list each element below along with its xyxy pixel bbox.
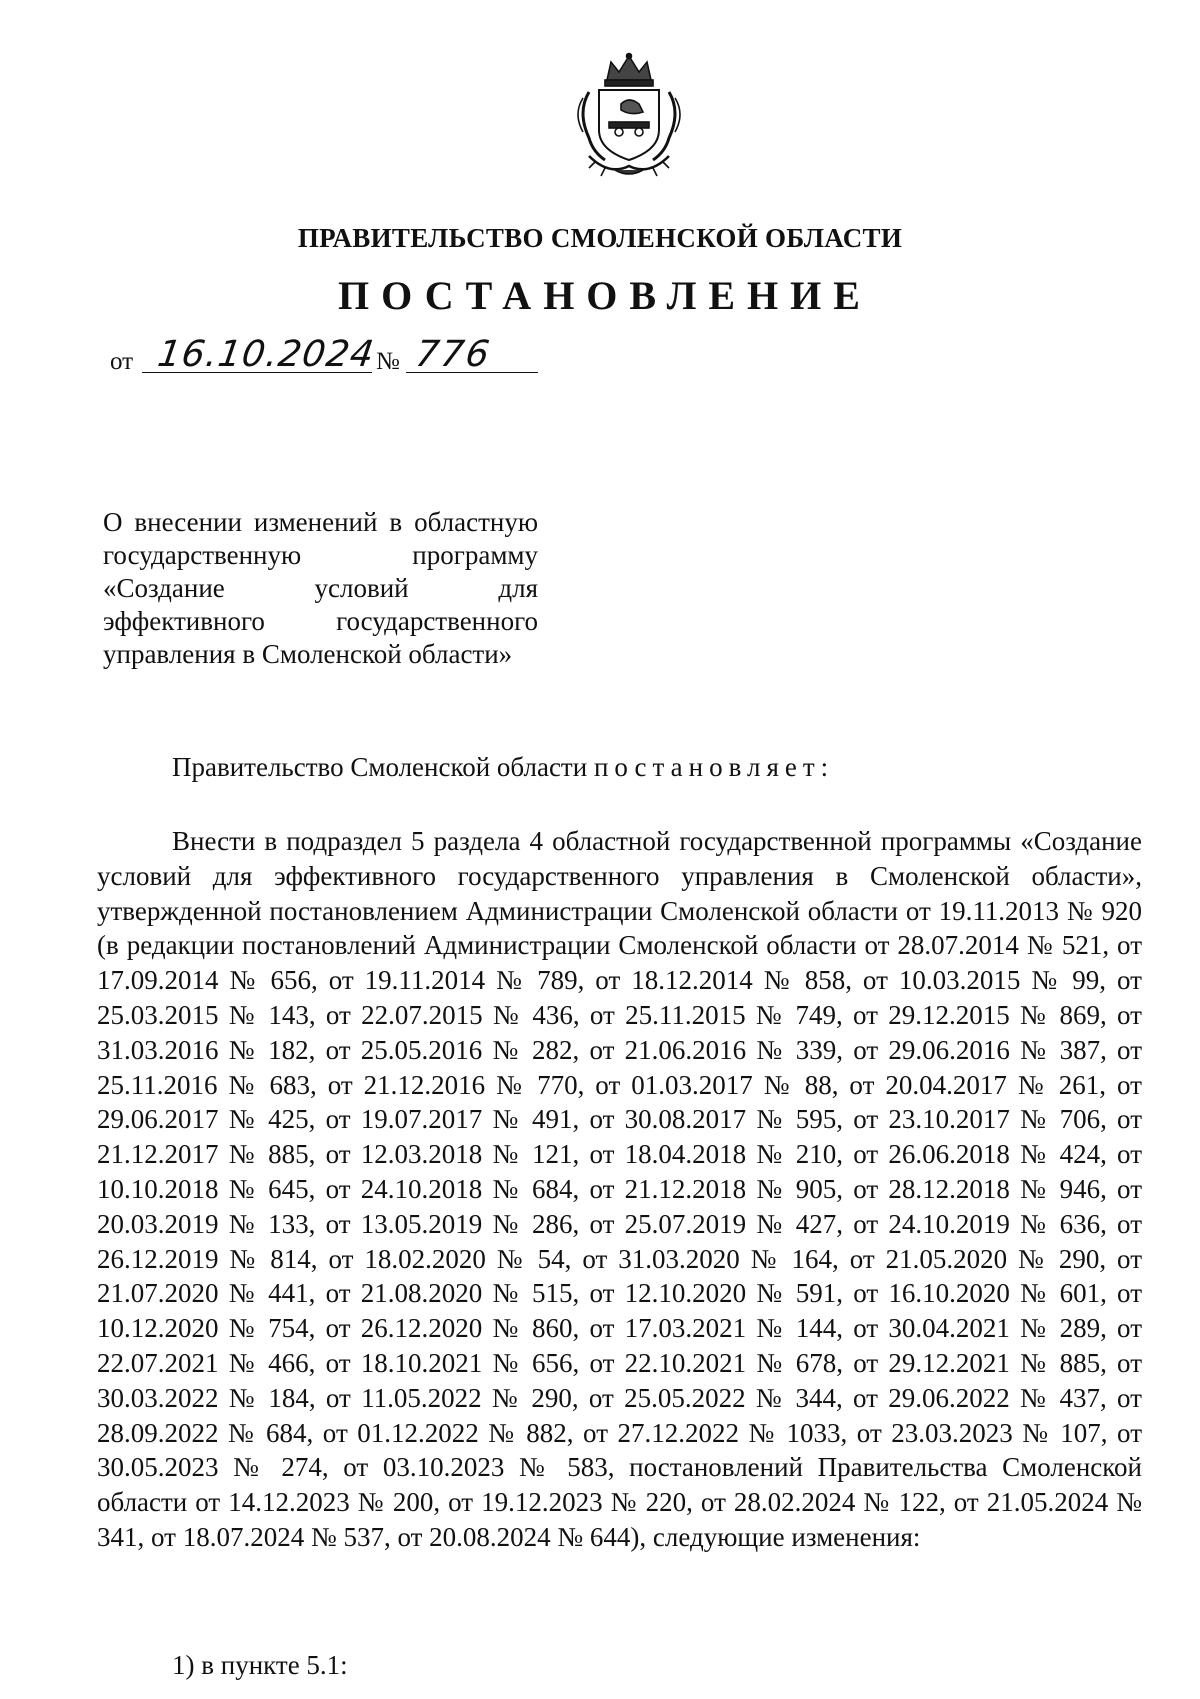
date-prefix: от bbox=[110, 348, 134, 375]
date-number-line bbox=[110, 336, 550, 380]
handwritten-number: 776 bbox=[413, 334, 494, 375]
list-item-1: 1) в пункте 5.1: bbox=[172, 1650, 348, 1680]
preamble bbox=[172, 752, 834, 783]
document-subject: О внесении изменений в областную государственную программу «Создание условий для эффективного государственного управления в Смоленской области» bbox=[103, 507, 538, 669]
resolution-body: Внести в подраздел 5 раздела 4 областной государственной программы «Создание условий для эффективного государственного управления в Смоленской области», утвержденной постановлением Администрации Смоленской области от 19.11.2013 № 920 (в редакции постановлений Администрации Смоленской области от 28.07.2014 № 521, от 17.09.2014 № 656, от 19.11.2014 № 789, от 18.12.2014 № 858, от 10.03.2015 № 99, от 25.03.2015 № 143, от 22.07.2015 № 436, от 25.11.2015 № 749, от 29.12.2015 № 869, от 31.03.2016 № 182, от 25.05.2016 № 282, от 21.06.2016 № 339, от 29.06.2016 № 387, от 25.11.2016 № 683, от 21.12.2016 № 770, от 01.03.2017 № 88, от 20.04.2017 № 261, от 29.06.2017 № 425, от 19.07.2017 № 491, от 30.08.2017 № 595, от 23.10.2017 № 706, от 21.12.2017 № 885, от 12.03.2018 № 121, от 18.04.2018 № 210, от 26.06.2018 № 424, от 10.10.2018 № 645, от 24.10.2018 № 684, от 21.12.2018 № 905, от 28.12.2018 № 946, от 20.03.2019 № 133, от 13.05.2019 № 286, от 25.07.2019 № 427, от 24.10.2019 № 636, от 26.12.2019 № 814, от 18.02.2020 № 54, от 31.03.2020 № 164, от 21.05.2020 № 290, от 21.07.2020 № 441, от 21.08.2020 № 515, от 12.10.2020 № 591, от 16.10.2020 № 601, от 10.12.2020 № 754, от 26.12.2020 № 860, от 17.03.2021 № 144, от 30.04.2021 № 289, от 22.07.2021 № 466, от 18.10.2021 № 656, от 22.10.2021 № 678, от 29.12.2021 № 885, от 30.03.2022 № 184, от 11.05.2022 № 290, от 25.05.2022 № 344, от 29.06.2022 № 437, от 28.09.2022 № 684, от 01.12.2022 № 882, от 27.12.2022 № 1033, от 23.03.2023 № 107, от 30.05.2023 № 274, от 03.10.2023 № 583, постановлений Правительства Смоленской области от 14.12.2023 № 200, от 19.12.2023 № 220, от 28.02.2024 № 122, от 21.05.2024 № 341, от 18.07.2024 № 537, от 20.08.2024 № 644), следующие изменения: bbox=[97, 826, 1142, 1552]
coat-of-arms-icon bbox=[559, 52, 699, 180]
preamble-text: Правительство Смоленской области bbox=[172, 752, 588, 782]
document-type-title: ПОСТАНОВЛЕНИЕ bbox=[338, 273, 872, 318]
organization-title: ПРАВИТЕЛЬСТВО СМОЛЕНСКОЙ ОБЛАСТИ bbox=[297, 223, 903, 253]
number-prefix: № bbox=[376, 348, 400, 375]
handwritten-date: 16.10.2024 bbox=[155, 334, 378, 375]
preamble-resolves: постановляет: bbox=[593, 752, 835, 782]
